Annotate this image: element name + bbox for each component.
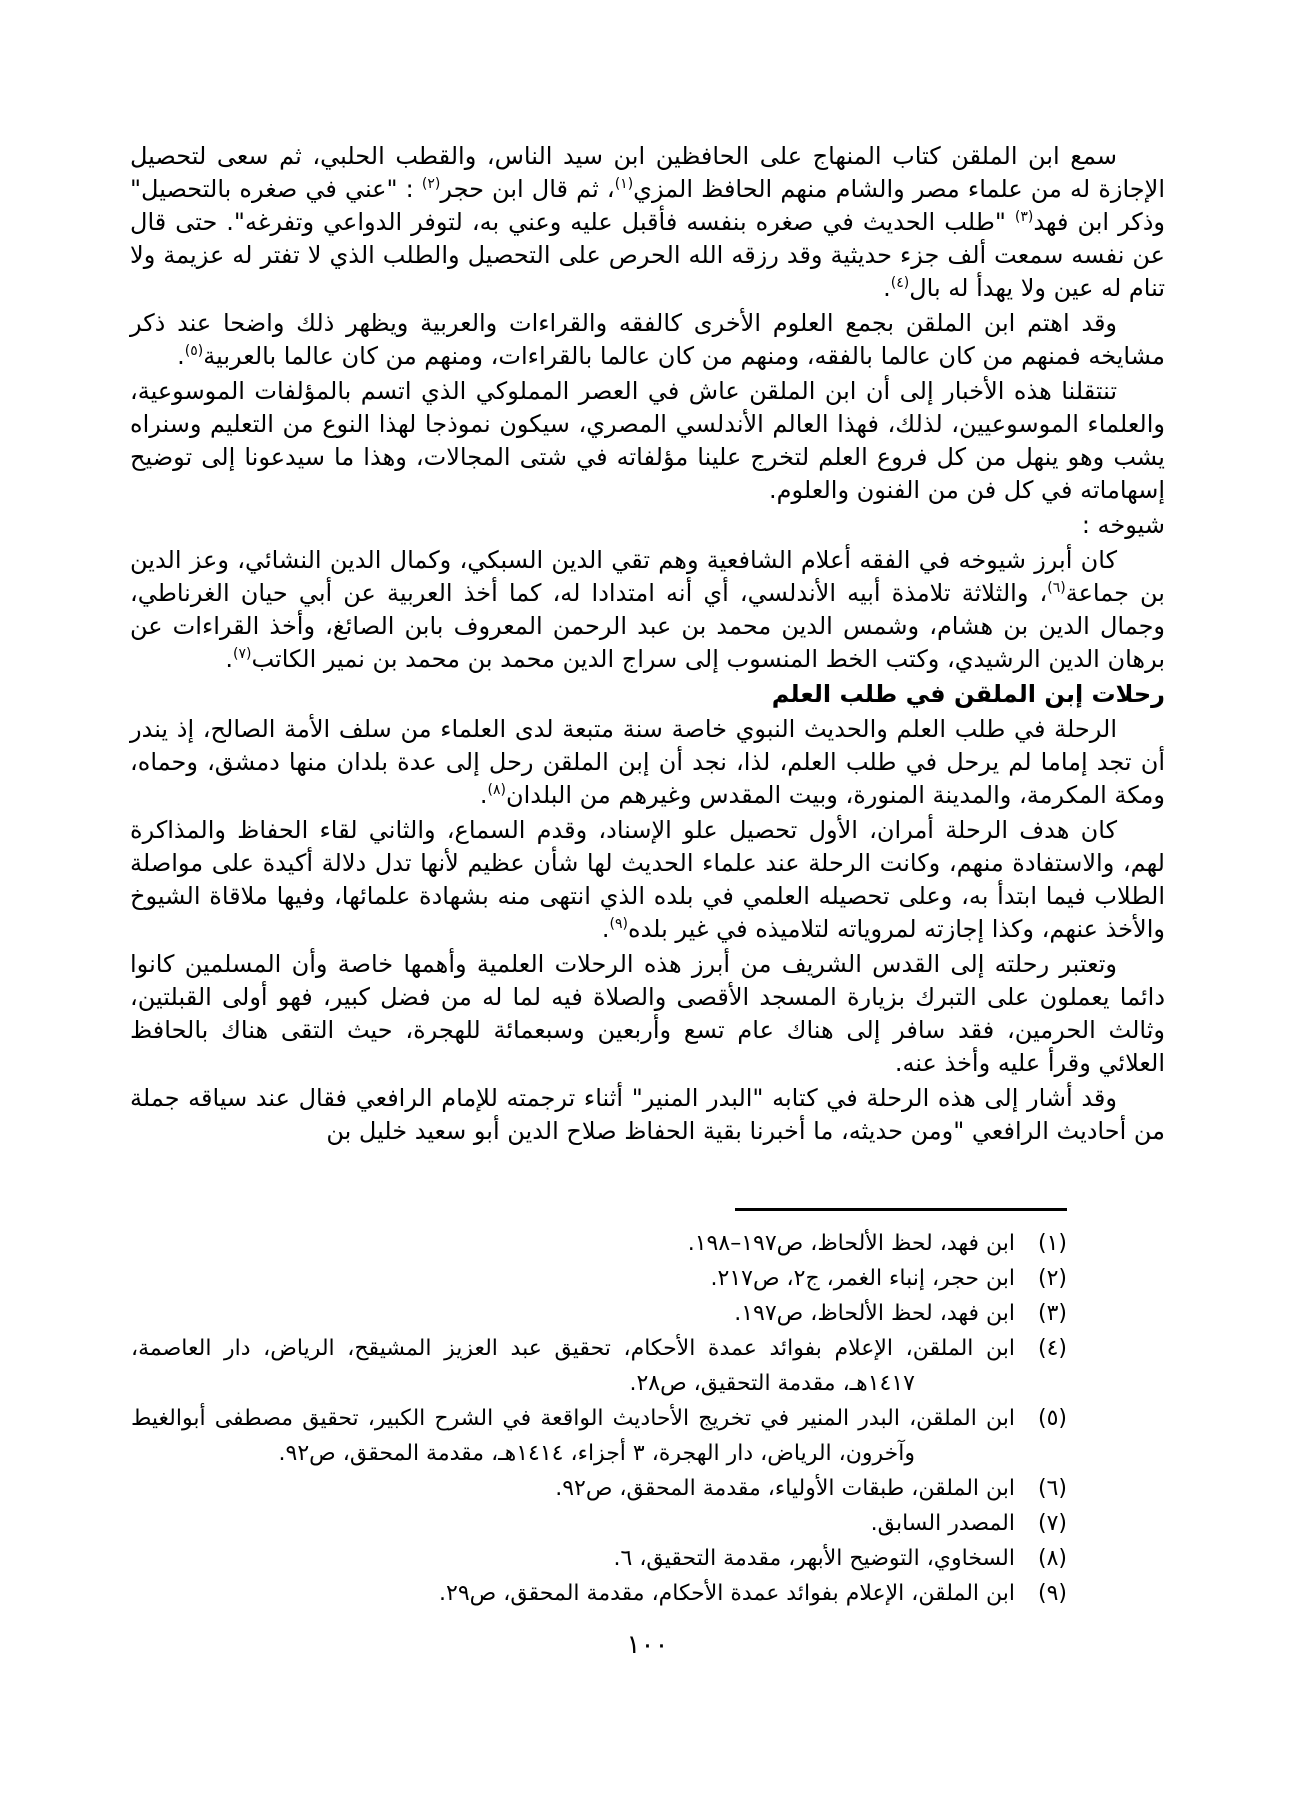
page-number: ١٠٠ xyxy=(626,1630,669,1660)
footnote xyxy=(131,1401,1067,1471)
footnote-text: ابن الملقن، طبقات الأولياء، مقدمة المحقق، ص٩٢. xyxy=(555,1476,1015,1501)
footnote-text: ابن الملقن، البدر المنير في تخريج الأحاديث الواقعة في الشرح الكبير، تحقيق مصطفى أبوالغيط وآخرون، الرياض، دار الهجرة، ٣ أجزاء، ١٤١٤هـ، مقدمة المحقق، ص٩٢. xyxy=(131,1406,1015,1466)
section-heading: رحلات إبن الملقن في طلب العلم xyxy=(771,680,1165,708)
footnote-number: (٩) xyxy=(1037,1581,1067,1606)
footnote-separator xyxy=(735,1208,1067,1211)
body-paragraph: سمع ابن الملقن كتاب المنهاج على الحافظين ابن سيد الناس، والقطب الحلبي، ثم سعى لتحصيل الإجازة له من علماء مصر والشام منهم الحافظ المزي$^{(١)}$، ثم قال ابن حجر$^{(٢)}$ : "عني في صغره بالتحصيل" وذكر ابن فهد$^{(٣)}$ "طلب الحديث في صغره بنفسه فأقبل عليه وعني به، لتوفر الدواعي وتفرغه". حتى قال عن نفسه سمعت ألف جزء حديثية وقد رزقه الله الحرص على التحصيل والطلب الذي لا تفتر له عزيمة ولا تنام له عين ولا يهدأ له بال$^{(٤)}$. xyxy=(130,142,1166,302)
footnote-ref: (٨) xyxy=(487,782,506,798)
footnote xyxy=(131,1506,1067,1541)
footnote-text: ابن حجر، إنباء الغمر، ج٢، ص٢١٧. xyxy=(710,1266,1015,1291)
footnote-ref: (٩) xyxy=(609,916,628,932)
footnote-number: (١) xyxy=(1037,1231,1067,1256)
footnote-ref: (١) xyxy=(614,176,634,192)
footnote-text: ابن فهد، لحظ الألحاظ، ص١٩٧. xyxy=(734,1301,1015,1326)
body-paragraph: وقد أشار إلى هذه الرحلة في كتابه "البدر المنير" أثناء ترجمته للإمام الرافعي فقال عند سياقه جملة من أحاديث الرافعي "ومن حديثه، ما أخبرنا بقية الحفاظ صلاح الدين أبو سعيد خليل بن xyxy=(130,1084,1165,1145)
footnote-ref: (٥) xyxy=(184,343,204,359)
footnote xyxy=(131,1541,1067,1576)
footnote xyxy=(131,1471,1067,1506)
footnote-ref: (٦) xyxy=(1047,580,1066,596)
body-paragraph: وقد اهتم ابن الملقن بجمع العلوم الأخرى كالفقه والقراءات والعربية ويظهر ذلك واضحا عند ذكر مشايخه فمنهم من كان عالما بالفقه، ومنهم من كان عالما بالقراءات، ومنهم من كان عالما بالعربية$^{(٥)}$. xyxy=(130,309,1165,370)
footnote xyxy=(131,1331,1067,1401)
body-paragraph: تنتقلنا هذه الأخبار إلى أن ابن الملقن عاش في العصر المملوكي الذي اتسم بالمؤلفات الموسوعية، والعلماء الموسوعيين، لذلك، فهذا العالم الأندلسي المصري، سيكون نموذجا لهذا النوع من التعليم وسنراه يشب وهو ينهل من كل فروع العلم لتخرج علينا مؤلفاته في شتى المجالات، وهذا ما سيدعونا إلى توضيح إسهاماته في كل فن من الفنون والعلوم. xyxy=(130,377,1165,504)
body-paragraph: كان هدف الرحلة أمران، الأول تحصيل علو الإسناد، وقدم السماع، والثاني لقاء الحفاظ والمذاكرة لهم، والاستفادة منهم، وكانت الرحلة عند علماء الحديث لها شأن عظيم لأنها تدل دلالة أكيدة على مواصلة الطلاب فيما ابتدأ به، وعلى تحصيله العلمي في بلده الذي انتهى منه بشهادة علمائها، وفيها ملاقاة الشيوخ والأخذ عنهم، وكذا إجازته لمروياته لتلاميذه في غير بلده$^{(٩)}$. xyxy=(130,816,1165,943)
footnote-number: (٧) xyxy=(1037,1511,1067,1536)
body-paragraph: كان أبرز شيوخه في الفقه أعلام الشافعية وهم تقي الدين السبكي، وكمال الدين النشائي، وعز الدين بن جماعة$^{(٦)}$، والثلاثة تلامذة أبيه الأندلسي، أي أنه امتدادا له، كما أخذ العربية عن أبي حيان الغرناطي، وجمال الدين بن هشام، وشمس الدين محمد بن عبد الرحمن المعروف بابن الصائغ، وأخذ القراءات عن برهان الدين الرشيدي، وكتب الخط المنسوب إلى سراج الدين محمد بن محمد بن نمير الكاتب$^{(٧)}$. xyxy=(130,546,1165,673)
footnote-number: (٢) xyxy=(1037,1266,1067,1291)
footnote-number: (٥) xyxy=(1037,1406,1067,1431)
footnote xyxy=(131,1576,1067,1611)
footnote-ref: (٧) xyxy=(233,646,252,662)
footnote-number: (٤) xyxy=(1037,1336,1067,1361)
footnote-number: (٦) xyxy=(1037,1476,1067,1501)
body-text xyxy=(130,140,1165,1150)
footnote-text: ابن الملقن، الإعلام بفوائد عمدة الأحكام، مقدمة المحقق، ص٢٩. xyxy=(439,1581,1015,1606)
footnotes-section xyxy=(131,1226,1067,1611)
footnote-number: (٣) xyxy=(1037,1301,1067,1326)
footnote-text: ابن الملقن، الإعلام بفوائد عمدة الأحكام، تحقيق عبد العزيز المشيقح، الرياض، دار العاصمة، ١٤١٧هـ، مقدمة التحقيق، ص٢٨. xyxy=(131,1336,1015,1396)
footnote xyxy=(131,1261,1067,1296)
footnote xyxy=(131,1296,1067,1331)
footnote-ref: (٣) xyxy=(1014,209,1034,225)
footnote xyxy=(131,1226,1067,1261)
footnote-ref: (٢) xyxy=(421,176,441,192)
footnote-number: (٨) xyxy=(1037,1546,1067,1571)
section-heading: شيوخه : xyxy=(1081,511,1165,539)
footnote-text: ابن فهد، لحظ الألحاظ، ص١٩٧–١٩٨. xyxy=(687,1231,1015,1256)
footnote-text: السخاوي، التوضيح الأبهر، مقدمة التحقيق، ٦. xyxy=(613,1546,1015,1571)
body-paragraph: الرحلة في طلب العلم والحديث النبوي خاصة سنة متبعة لدى العلماء من سلف الأمة الصالح، إذ يندر أن تجد إماما لم يرحل في طلب العلم، لذا، نجد أن إبن الملقن رحل إلى عدة بلدان منها دمشق، وحماه، ومكة المكرمة، والمدينة المنورة، وبيت المقدس وغيرهم من البلدان$^{(٨)}$. xyxy=(130,715,1165,809)
body-paragraph: وتعتبر رحلته إلى القدس الشريف من أبرز هذه الرحلات العلمية وأهمها خاصة وأن المسلمين كانوا دائما يعملون على التبرك بزيارة المسجد الأقصى والصلاة فيه لما له من فضل كبير، فهو أولى القبلتين، وثالث الحرمين، فقد سافر إلى هناك عام تسع وأربعين وسبعمائة للهجرة، حيث التقى هناك بالحافظ العلائي وقرأ عليه وأخذ عنه. xyxy=(130,950,1165,1077)
footnote-text: المصدر السابق. xyxy=(870,1511,1015,1536)
footnote-ref: (٤) xyxy=(890,275,910,291)
